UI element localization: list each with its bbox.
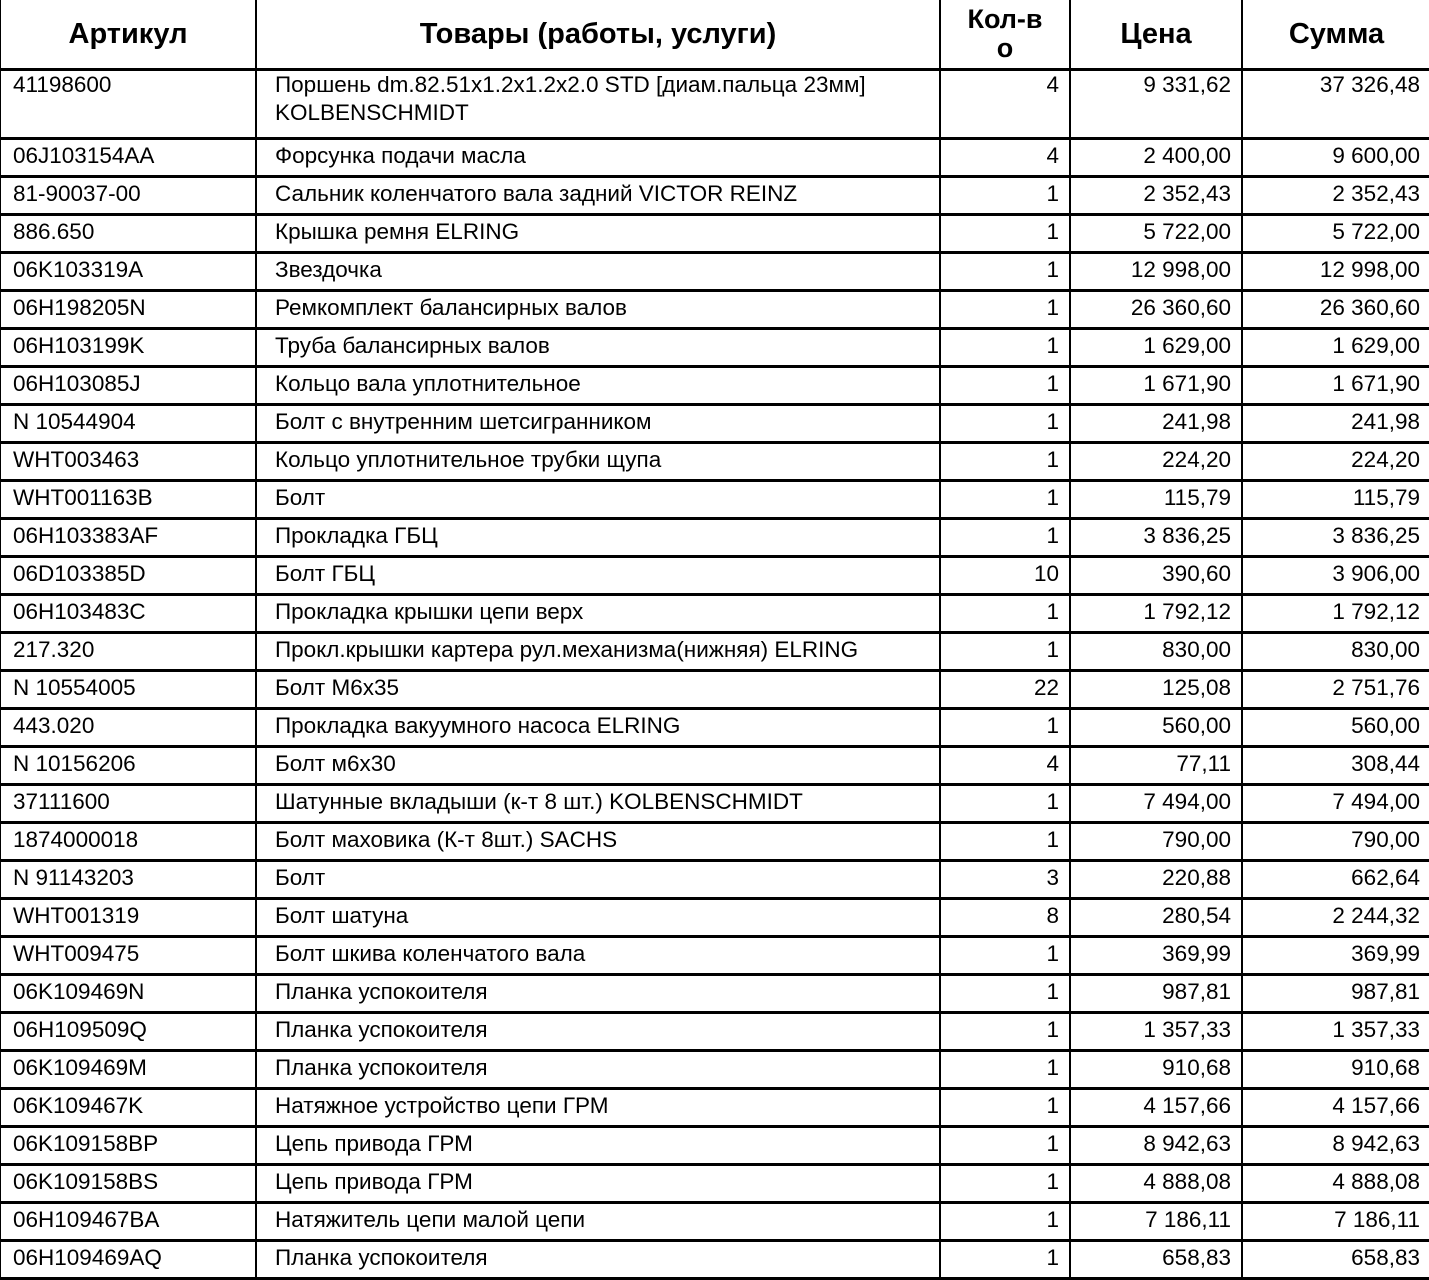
cell-sum: 26 360,60 — [1242, 291, 1429, 329]
cell-sum: 790,00 — [1242, 823, 1429, 861]
cell-price: 220,88 — [1070, 861, 1242, 899]
cell-qty: 1 — [940, 405, 1070, 443]
cell-price: 369,99 — [1070, 937, 1242, 975]
cell-sum: 987,81 — [1242, 975, 1429, 1013]
cell-article: 41198600 — [0, 70, 256, 139]
cell-name: Болт маховика (К-т 8шт.) SACHS — [256, 823, 940, 861]
cell-price: 1 792,12 — [1070, 595, 1242, 633]
cell-qty: 1 — [940, 481, 1070, 519]
table-row — [0, 481, 1429, 519]
cell-qty: 1 — [940, 253, 1070, 291]
cell-name: Кольцо вала уплотнительное — [256, 367, 940, 405]
table-row — [0, 1127, 1429, 1165]
cell-name: Форсунка подачи масла — [256, 139, 940, 177]
cell-price: 3 836,25 — [1070, 519, 1242, 557]
cell-qty: 1 — [940, 1203, 1070, 1241]
cell-name: Прокладка крышки цепи верх — [256, 595, 940, 633]
cell-article: 06K109469M — [0, 1051, 256, 1089]
cell-article: 06K109469N — [0, 975, 256, 1013]
cell-qty: 10 — [940, 557, 1070, 595]
cell-sum: 4 157,66 — [1242, 1089, 1429, 1127]
cell-sum: 5 722,00 — [1242, 215, 1429, 253]
cell-sum: 369,99 — [1242, 937, 1429, 975]
cell-article: 886.650 — [0, 215, 256, 253]
cell-price: 7 494,00 — [1070, 785, 1242, 823]
cell-qty: 1 — [940, 1241, 1070, 1279]
cell-sum: 560,00 — [1242, 709, 1429, 747]
cell-name: Планка успокоителя — [256, 1013, 940, 1051]
cell-price: 910,68 — [1070, 1051, 1242, 1089]
cell-article: 06H103383AF — [0, 519, 256, 557]
cell-qty: 1 — [940, 823, 1070, 861]
table-row — [0, 937, 1429, 975]
cell-article: 06K103319A — [0, 253, 256, 291]
cell-sum: 662,64 — [1242, 861, 1429, 899]
cell-qty: 1 — [940, 215, 1070, 253]
cell-sum: 7 186,11 — [1242, 1203, 1429, 1241]
cell-name: Болт шкива коленчатого вала — [256, 937, 940, 975]
cell-qty: 1 — [940, 595, 1070, 633]
header-goods: Товары (работы, услуги) — [256, 0, 940, 70]
cell-article: 1874000018 — [0, 823, 256, 861]
table-row — [0, 1165, 1429, 1203]
cell-price: 4 888,08 — [1070, 1165, 1242, 1203]
cell-sum: 2 244,32 — [1242, 899, 1429, 937]
table-row — [0, 823, 1429, 861]
cell-price: 224,20 — [1070, 443, 1242, 481]
cell-price: 241,98 — [1070, 405, 1242, 443]
cell-price: 7 186,11 — [1070, 1203, 1242, 1241]
table-row — [0, 557, 1429, 595]
cell-name: Крышка ремня ELRING — [256, 215, 940, 253]
cell-qty: 1 — [940, 975, 1070, 1013]
header-qty-text: Кол-во — [967, 4, 1043, 63]
cell-price: 8 942,63 — [1070, 1127, 1242, 1165]
cell-sum: 1 792,12 — [1242, 595, 1429, 633]
cell-qty: 1 — [940, 785, 1070, 823]
cell-article: 06D103385D — [0, 557, 256, 595]
cell-sum: 830,00 — [1242, 633, 1429, 671]
table-row — [0, 70, 1429, 139]
table-row — [0, 785, 1429, 823]
cell-qty: 1 — [940, 443, 1070, 481]
table-row — [0, 1241, 1429, 1279]
cell-price: 1 671,90 — [1070, 367, 1242, 405]
table-row — [0, 215, 1429, 253]
cell-name: Болт шатуна — [256, 899, 940, 937]
table-row — [0, 253, 1429, 291]
cell-qty: 1 — [940, 367, 1070, 405]
cell-name: Прокл.крышки картера рул.механизма(нижняя) ELRING — [256, 633, 940, 671]
table-row — [0, 519, 1429, 557]
cell-article: 443.020 — [0, 709, 256, 747]
cell-article: WHT009475 — [0, 937, 256, 975]
table-row — [0, 671, 1429, 709]
cell-name: Болт M6x35 — [256, 671, 940, 709]
cell-article: 06H109509Q — [0, 1013, 256, 1051]
table-row — [0, 709, 1429, 747]
cell-name: Планка успокоителя — [256, 975, 940, 1013]
cell-name: Натяжитель цепи малой цепи — [256, 1203, 940, 1241]
cell-name: Цепь привода ГРМ — [256, 1127, 940, 1165]
cell-qty: 1 — [940, 709, 1070, 747]
cell-name: Натяжное устройство цепи ГРМ — [256, 1089, 940, 1127]
cell-qty: 1 — [940, 291, 1070, 329]
cell-name: Сальник коленчатого вала задний VICTOR REINZ — [256, 177, 940, 215]
cell-sum: 2 352,43 — [1242, 177, 1429, 215]
cell-sum: 1 357,33 — [1242, 1013, 1429, 1051]
cell-sum: 8 942,63 — [1242, 1127, 1429, 1165]
table-row — [0, 367, 1429, 405]
cell-qty: 1 — [940, 633, 1070, 671]
cell-sum: 910,68 — [1242, 1051, 1429, 1089]
cell-article: WHT001163B — [0, 481, 256, 519]
cell-article: WHT003463 — [0, 443, 256, 481]
header-row — [0, 0, 1429, 70]
cell-sum: 3 906,00 — [1242, 557, 1429, 595]
cell-price: 658,83 — [1070, 1241, 1242, 1279]
cell-name: Планка успокоителя — [256, 1241, 940, 1279]
cell-qty: 4 — [940, 70, 1070, 139]
table-row — [0, 899, 1429, 937]
header-price: Цена — [1070, 0, 1242, 70]
table-row — [0, 633, 1429, 671]
cell-qty: 1 — [940, 1051, 1070, 1089]
cell-article: N 10544904 — [0, 405, 256, 443]
cell-article: 06K109158BP — [0, 1127, 256, 1165]
cell-qty: 1 — [940, 329, 1070, 367]
cell-qty: 4 — [940, 139, 1070, 177]
cell-price: 5 722,00 — [1070, 215, 1242, 253]
header-sum: Сумма — [1242, 0, 1429, 70]
cell-name: Цепь привода ГРМ — [256, 1165, 940, 1203]
cell-article: 37111600 — [0, 785, 256, 823]
cell-sum: 9 600,00 — [1242, 139, 1429, 177]
cell-sum: 115,79 — [1242, 481, 1429, 519]
cell-name: Болт м6х30 — [256, 747, 940, 785]
table-row — [0, 139, 1429, 177]
cell-name: Звездочка — [256, 253, 940, 291]
table-row — [0, 329, 1429, 367]
cell-sum: 7 494,00 — [1242, 785, 1429, 823]
cell-price: 12 998,00 — [1070, 253, 1242, 291]
cell-name: Болт с внутренним шетсигранником — [256, 405, 940, 443]
cell-price: 125,08 — [1070, 671, 1242, 709]
table-row — [0, 747, 1429, 785]
cell-sum: 3 836,25 — [1242, 519, 1429, 557]
cell-article: N 91143203 — [0, 861, 256, 899]
cell-price: 390,60 — [1070, 557, 1242, 595]
cell-sum: 224,20 — [1242, 443, 1429, 481]
cell-price: 280,54 — [1070, 899, 1242, 937]
table-row — [0, 595, 1429, 633]
cell-article: 06H103483C — [0, 595, 256, 633]
cell-sum: 37 326,48 — [1242, 70, 1429, 139]
cell-name: Планка успокоителя — [256, 1051, 940, 1089]
table-row — [0, 291, 1429, 329]
cell-name: Прокладка вакуумного насоса ELRING — [256, 709, 940, 747]
table-row — [0, 405, 1429, 443]
cell-article: WHT001319 — [0, 899, 256, 937]
cell-qty: 1 — [940, 177, 1070, 215]
cell-price: 4 157,66 — [1070, 1089, 1242, 1127]
cell-sum: 241,98 — [1242, 405, 1429, 443]
cell-name: Труба балансирных валов — [256, 329, 940, 367]
cell-name: Ремкомплект балансирных валов — [256, 291, 940, 329]
table-row — [0, 443, 1429, 481]
cell-article: N 10554005 — [0, 671, 256, 709]
cell-name: Поршень dm.82.51x1.2x1.2x2.0 STD [диам.пальца 23мм] KOLBENSCHMIDT — [256, 70, 940, 139]
cell-price: 1 357,33 — [1070, 1013, 1242, 1051]
cell-price: 790,00 — [1070, 823, 1242, 861]
cell-qty: 1 — [940, 1165, 1070, 1203]
table-row — [0, 1051, 1429, 1089]
cell-name: Кольцо уплотнительное трубки щупа — [256, 443, 940, 481]
cell-name: Болт — [256, 861, 940, 899]
header-article: Артикул — [0, 0, 256, 70]
cell-qty: 1 — [940, 937, 1070, 975]
cell-price: 115,79 — [1070, 481, 1242, 519]
cell-price: 77,11 — [1070, 747, 1242, 785]
cell-price: 830,00 — [1070, 633, 1242, 671]
cell-qty: 1 — [940, 1089, 1070, 1127]
cell-name: Прокладка ГБЦ — [256, 519, 940, 557]
table-row — [0, 861, 1429, 899]
cell-article: 06H109467BA — [0, 1203, 256, 1241]
cell-price: 2 352,43 — [1070, 177, 1242, 215]
cell-article: 06H103085J — [0, 367, 256, 405]
cell-article: 06K109158BS — [0, 1165, 256, 1203]
cell-price: 9 331,62 — [1070, 70, 1242, 139]
cell-article: 06J103154AA — [0, 139, 256, 177]
table-row — [0, 975, 1429, 1013]
cell-article: N 10156206 — [0, 747, 256, 785]
table-row — [0, 1089, 1429, 1127]
cell-price: 1 629,00 — [1070, 329, 1242, 367]
cell-sum: 2 751,76 — [1242, 671, 1429, 709]
table-row — [0, 1013, 1429, 1051]
cell-price: 26 360,60 — [1070, 291, 1242, 329]
cell-sum: 12 998,00 — [1242, 253, 1429, 291]
cell-name: Болт ГБЦ — [256, 557, 940, 595]
cell-price: 2 400,00 — [1070, 139, 1242, 177]
cell-sum: 1 629,00 — [1242, 329, 1429, 367]
cell-article: 217.320 — [0, 633, 256, 671]
cell-price: 987,81 — [1070, 975, 1242, 1013]
cell-qty: 1 — [940, 519, 1070, 557]
cell-sum: 4 888,08 — [1242, 1165, 1429, 1203]
cell-qty: 1 — [940, 1127, 1070, 1165]
cell-name: Шатунные вкладыши (к-т 8 шт.) KOLBENSCHMIDT — [256, 785, 940, 823]
cell-qty: 8 — [940, 899, 1070, 937]
cell-sum: 308,44 — [1242, 747, 1429, 785]
cell-name: Болт — [256, 481, 940, 519]
cell-qty: 1 — [940, 1013, 1070, 1051]
cell-price: 560,00 — [1070, 709, 1242, 747]
cell-qty: 4 — [940, 747, 1070, 785]
cell-article: 06H109469AQ — [0, 1241, 256, 1279]
cell-article: 06H103199K — [0, 329, 256, 367]
cell-sum: 658,83 — [1242, 1241, 1429, 1279]
cell-article: 06K109467K — [0, 1089, 256, 1127]
cell-qty: 22 — [940, 671, 1070, 709]
cell-qty: 3 — [940, 861, 1070, 899]
cell-sum: 1 671,90 — [1242, 367, 1429, 405]
table-row — [0, 177, 1429, 215]
header-qty — [940, 0, 1070, 70]
cell-article: 81-90037-00 — [0, 177, 256, 215]
table-row — [0, 1203, 1429, 1241]
cell-article: 06H198205N — [0, 291, 256, 329]
